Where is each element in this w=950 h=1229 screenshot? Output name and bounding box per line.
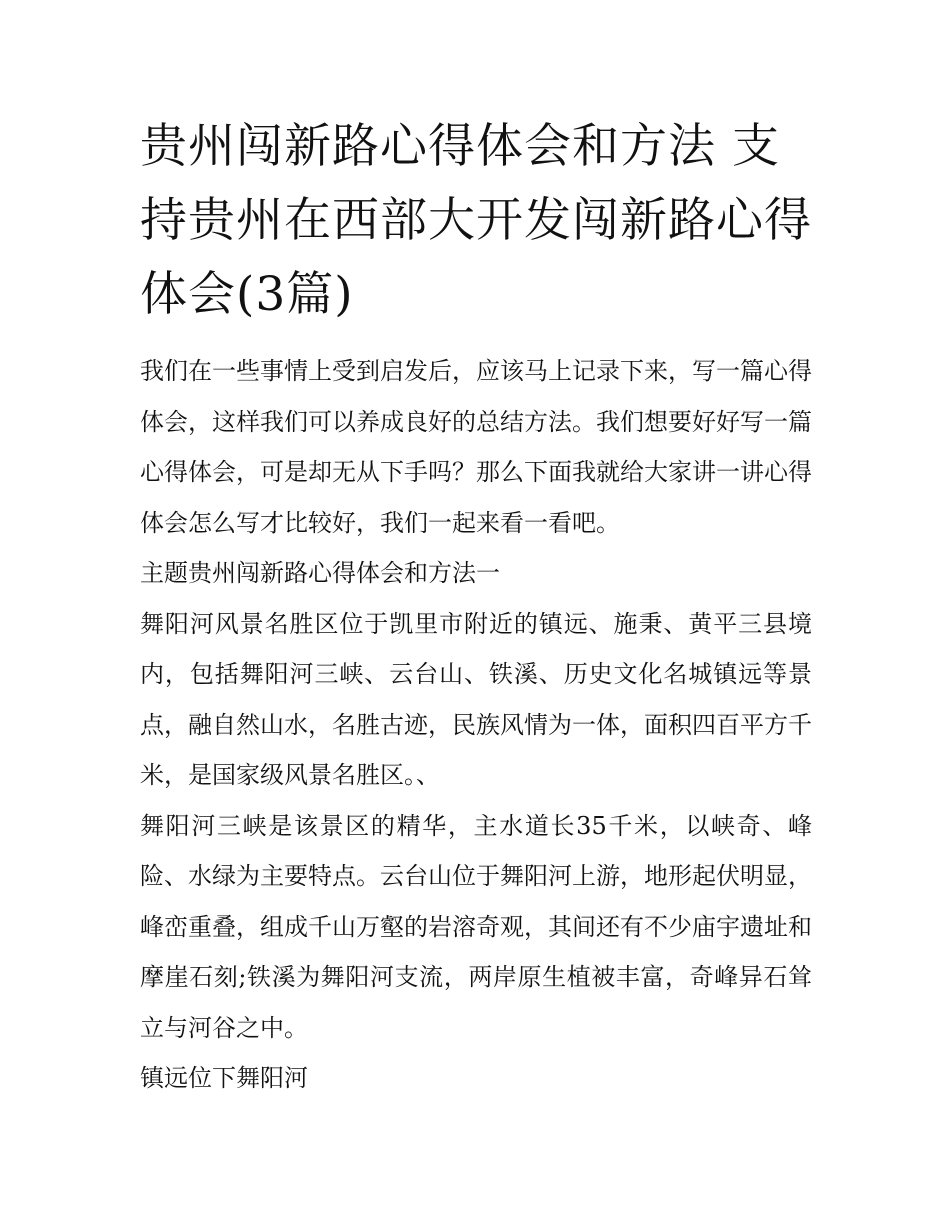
body-paragraph: 舞阳河三峡是该景区的精华，主水道长35千米，以峡奇、峰险、水绿为主要特点。云台山位于舞阳河上游，地形起伏明显，峰峦重叠，组成千山万壑的岩溶奇观，其间还有不少庙宇遗址和摩崖石刻;铁溪为舞阳河支流，两岸原生植被丰富，奇峰异石耸立与河谷之中。 [140,811,812,1042]
section-heading: 主题贵州闯新路心得体会和方法一 [140,559,500,587]
body-paragraph: 舞阳河风景名胜区位于凯里市附近的镇远、施秉、黄平三县境内，包括舞阳河三峡、云台山、铁溪、历史文化名城镇远等景点，融自然山水，名胜古迹，民族风情为一体，面积四百平方千米，是国家级风景名胜区。、 [140,609,812,789]
body-paragraph: 镇远位下舞阳河 [140,1064,308,1092]
document-title: 贵州闯新路心得体会和方法 支持贵州在西部大开发闯新路心得体会(3篇) [140,119,812,322]
document-page [140,110,812,1104]
intro-paragraph: 我们在一些事情上受到启发后，应该马上记录下来，写一篇心得体会，这样我们可以养成良好的总结方法。我们想要好好写一篇心得体会，可是却无从下手吗？那么下面我就给大家讲一讲心得体会怎么写才比较好，我们一起来看一看吧。 [140,357,812,537]
